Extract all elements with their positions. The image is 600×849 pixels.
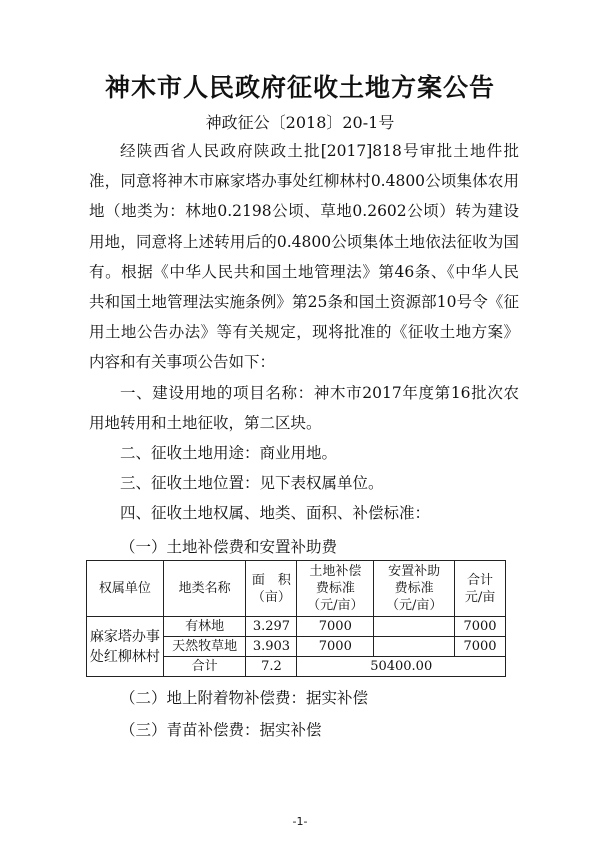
- paragraph-item-1: 一、建设用地的项目名称：神木市2017年度第16批次农用地转用和土地征收，第二区块。: [89, 383, 519, 432]
- paragraph-item-2: 二、征收土地用途：商业用地。: [120, 444, 338, 463]
- area-cell: 3.297: [246, 617, 297, 637]
- header-area: 面 积 （亩）: [246, 561, 297, 617]
- resettle-cell: [374, 637, 455, 657]
- document-number: 神政征公〔2018〕20-1号: [205, 113, 395, 132]
- table-header-row: [87, 561, 506, 617]
- total-cell: 7000: [455, 637, 506, 657]
- header-land-compensation: 土地补偿 费标准 （元/亩）: [297, 561, 374, 617]
- owner-cell: 麻家塔办事处红柳林村: [87, 617, 164, 677]
- paragraph-intro: 经陕西省人民政府陕政土批[2017]818号审批土地件批准，同意将神木市麻家塔办事处红柳林村0.4800公顷集体农用地（地类为：林地0.2198公顷、草地0.2602公顷）转为建设用地，同意将上述转用后的0.4800公顷集体土地依法征收为国有。根据《中华人民共和国土地管理法》第46条、《中华人民共和国土地管理法实施条例》第25条和国土资源部10号令《征用土地公告办法》等有关规定，现将批准的《征收土地方案》内容和有关事项公告如下：: [89, 142, 519, 372]
- sub-heading-crops: （三）青苗补偿费：据实补偿: [120, 721, 322, 739]
- land-comp-cell: 7000: [297, 617, 374, 637]
- table-row: [87, 617, 506, 637]
- compensation-table: [86, 560, 506, 677]
- header-land-type: 地类名称: [163, 561, 246, 617]
- sum-label-cell: 合计: [163, 657, 246, 677]
- sum-total-cell: 50400.00: [297, 657, 506, 677]
- page-number: -1-: [292, 815, 308, 828]
- total-cell: 7000: [455, 617, 506, 637]
- header-total: 合计 元/亩: [455, 561, 506, 617]
- resettle-cell: [374, 617, 455, 637]
- land-comp-cell: 7000: [297, 637, 374, 657]
- land-type-cell: 天然牧草地: [163, 637, 246, 657]
- header-resettlement: 安置补助 费标准 （元/亩）: [374, 561, 455, 617]
- land-type-cell: 有林地: [163, 617, 246, 637]
- sub-heading-attachments: （二）地上附着物补偿费：据实补偿: [120, 689, 369, 707]
- paragraph-item-3: 三、征收土地位置：见下表权属单位。: [120, 474, 384, 493]
- document-title: 神木市人民政府征收土地方案公告: [104, 73, 495, 102]
- paragraph-item-4: 四、征收土地权属、地类、面积、补偿标准：: [120, 504, 431, 523]
- sub-heading-compensation: （一）土地补偿费和安置补助费: [120, 538, 338, 556]
- sum-area-cell: 7.2: [246, 657, 297, 677]
- area-cell: 3.903: [246, 637, 297, 657]
- header-owner: 权属单位: [87, 561, 164, 617]
- document-body: [89, 136, 519, 529]
